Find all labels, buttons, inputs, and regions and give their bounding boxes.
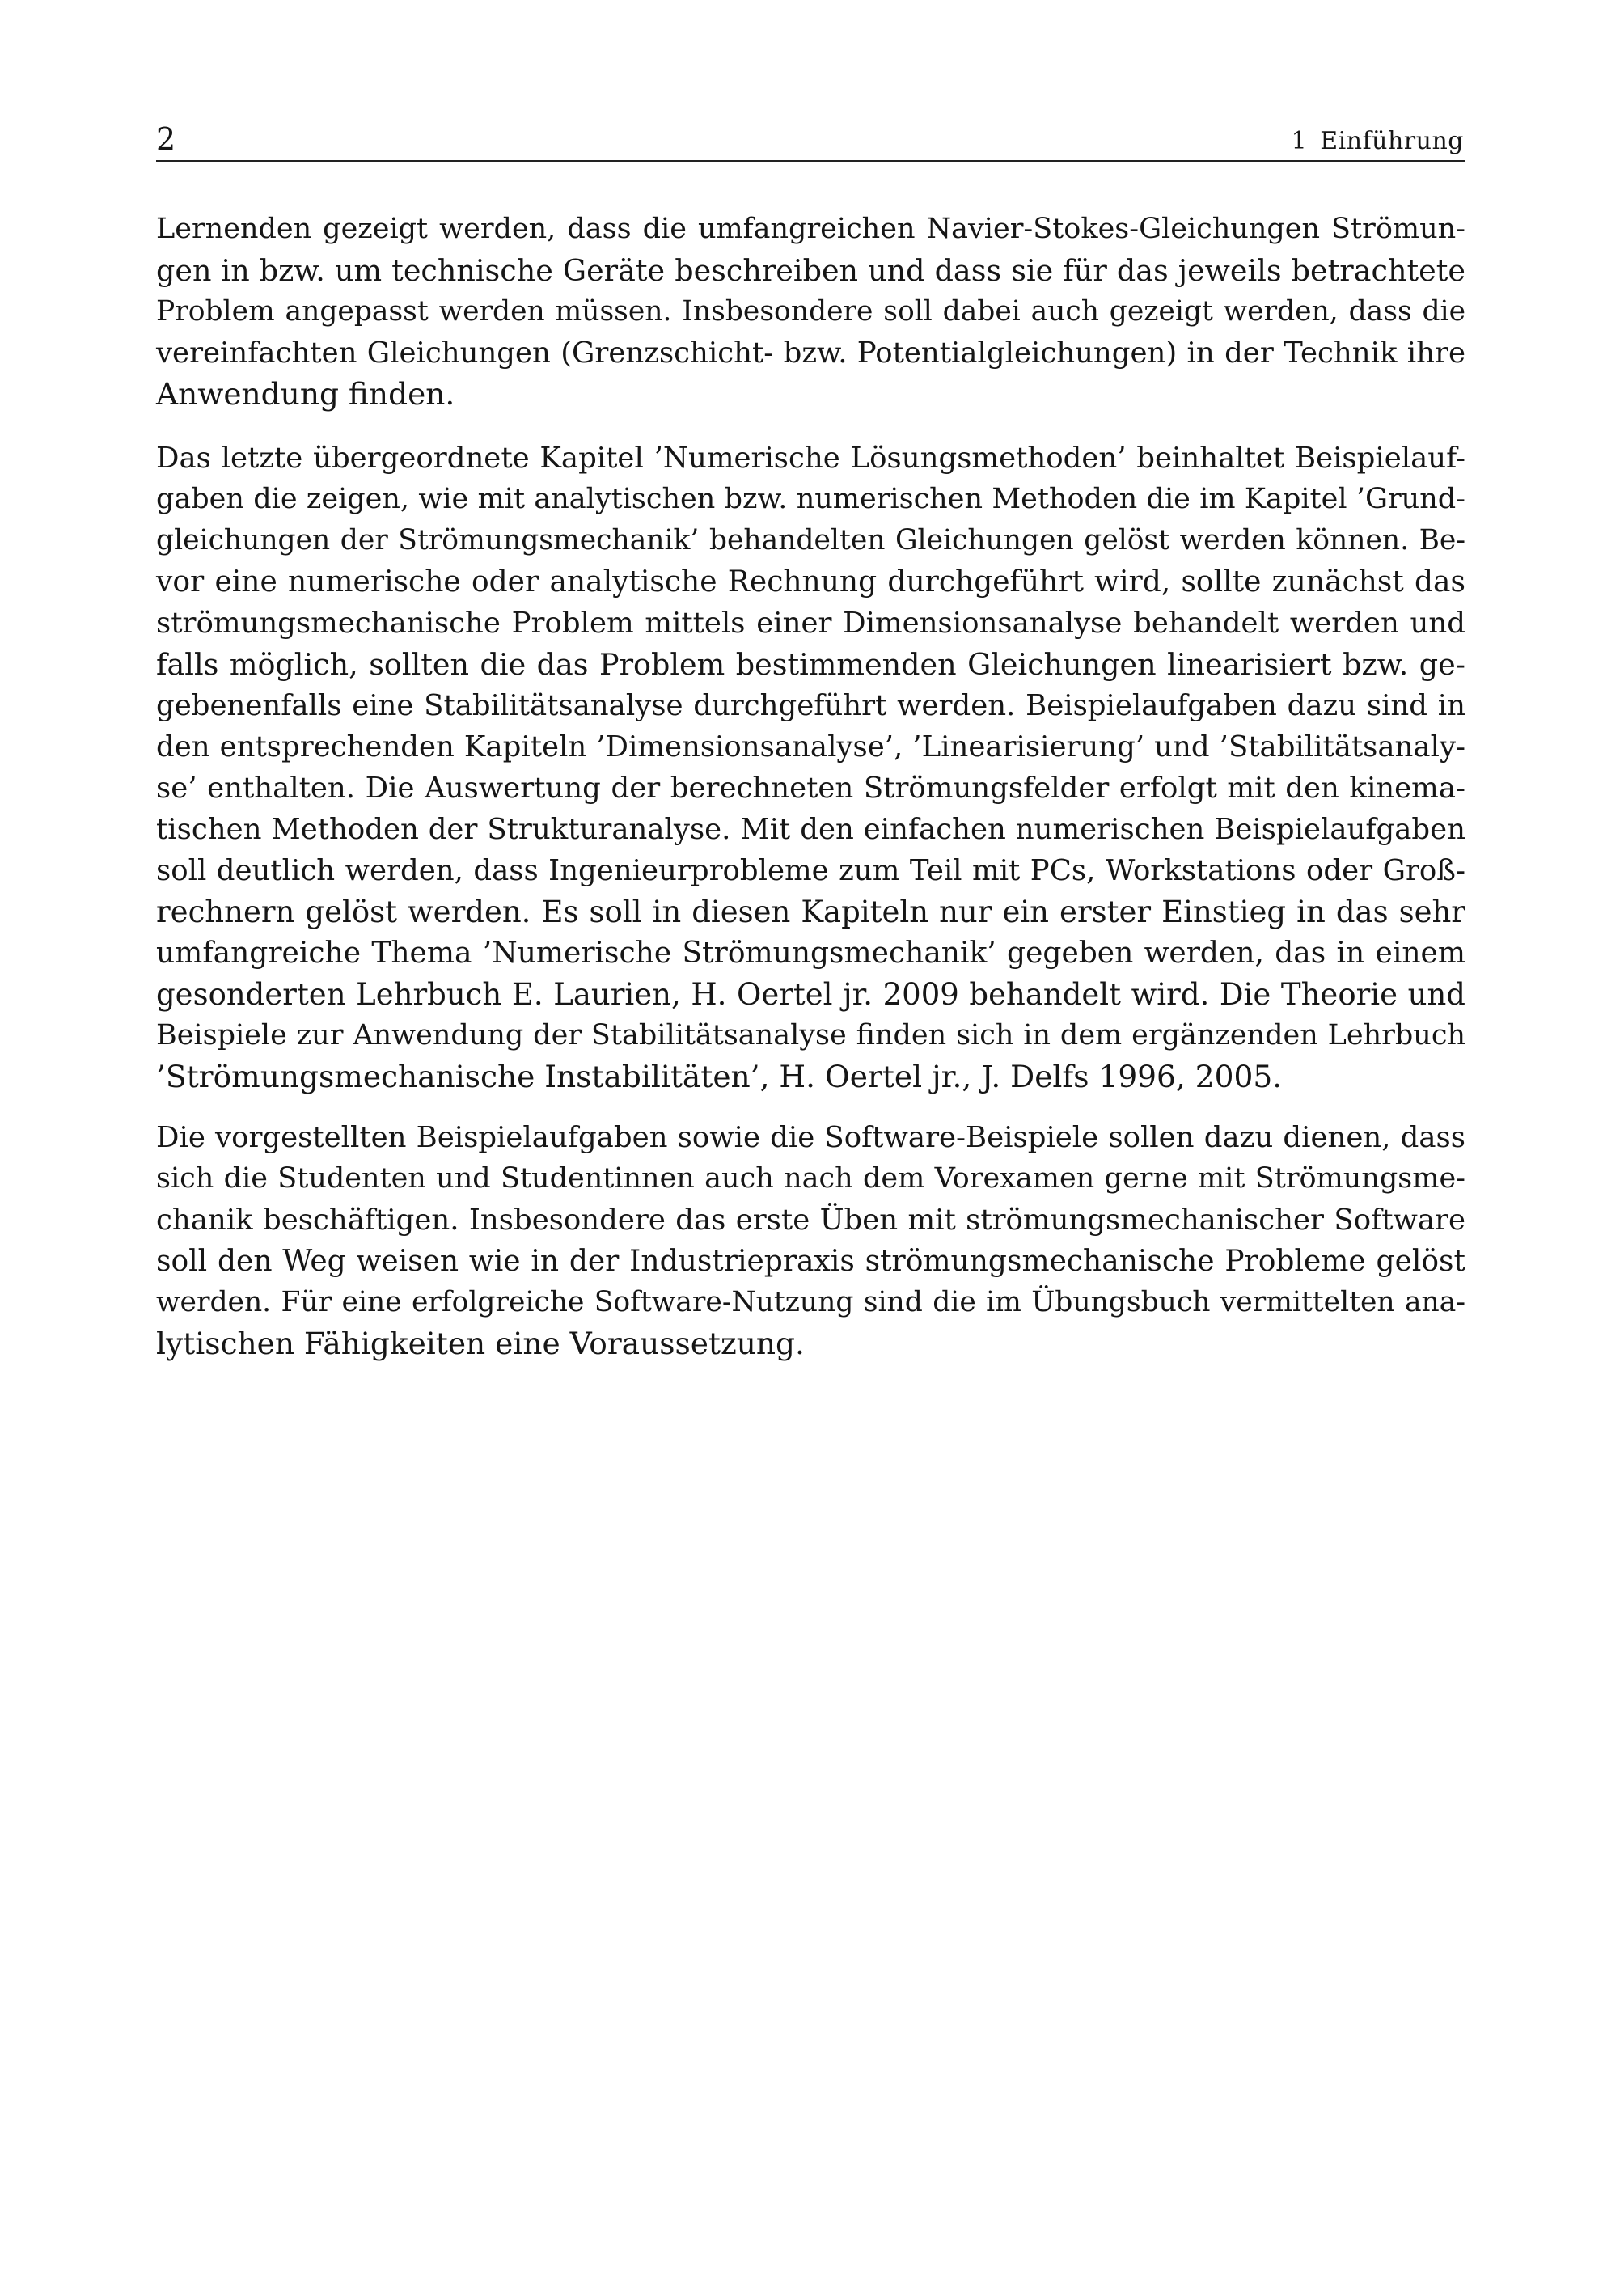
page-number: 2: [156, 121, 176, 157]
paragraph-3: [156, 1117, 1465, 1364]
text-line: vereinfachten Gleichungen (Grenzschicht- bzw. Potentialgleichungen) in der Technik ihre: [156, 336, 1465, 370]
text-line: Problem angepasst werden müssen. Insbesondere soll dabei auch gezeigt werden, dass die: [156, 295, 1465, 328]
text-line: Die vorgestellten Beispielaufgaben sowie die Software-Beispiele sollen dazu dienen, dass: [156, 1121, 1465, 1154]
text-line: ’Strömungsmechanische Instabilitäten’, H. Oertel jr., J. Delfs 1996, 2005.: [156, 1059, 1283, 1094]
chapter-number: 1: [1291, 127, 1308, 155]
text-line: gaben die zeigen, wie mit analytischen bzw. numerischen Methoden die im Kapitel ’Grund-: [156, 483, 1465, 515]
text-line: chanik beschäftigen. Insbesondere das erste Üben mit strömungsmechanischer Software: [156, 1204, 1465, 1237]
text-line: vor eine numerische oder analytische Rechnung durchgeführt wird, sollte zunächst das: [156, 565, 1465, 599]
text-line: lytischen Fähigkeiten eine Voraussetzung.: [156, 1326, 805, 1361]
paragraph-2: [156, 438, 1465, 1098]
text-line: sich die Studenten und Studentinnen auch nach dem Vorexamen gerne mit Strömungsme-: [156, 1162, 1465, 1195]
text-line: umfangreiche Thema ’Numerische Strömungsmechanik’ gegeben werden, das in einem: [156, 937, 1465, 970]
text-line: gesonderten Lehrbuch E. Laurien, H. Oertel jr. 2009 behandelt wird. Die Theorie und: [156, 977, 1465, 1012]
text-line: soll den Weg weisen wie in der Industriepraxis strömungsmechanische Probleme gelöst: [156, 1245, 1465, 1278]
running-header: [156, 120, 1465, 162]
text-line: strömungsmechanische Problem mittels einer Dimensionsanalyse behandelt werden und: [156, 607, 1465, 640]
text-line: se’ enthalten. Die Auswertung der berechneten Strömungsfelder erfolgt mit den kinema-: [156, 772, 1465, 805]
text-line: tischen Methoden der Strukturanalyse. Mit den einfachen numerischen Beispielaufgaben: [156, 813, 1465, 846]
text-line: gleichungen der Strömungsmechanik’ behandelten Gleichungen gelöst werden können. Be-: [156, 524, 1465, 556]
chapter-title: Einführung: [1320, 127, 1464, 155]
text-line: soll deutlich werden, dass Ingenieurprobleme zum Teil mit PCs, Workstations oder Groß-: [156, 854, 1465, 887]
text-line: den entsprechenden Kapiteln ’Dimensionsanalyse’, ’Linearisierung’ und ’Stabilitätsanaly-: [156, 730, 1465, 764]
text-line: Beispiele zur Anwendung der Stabilitätsanalyse finden sich in dem ergänzenden Lehrbuch: [156, 1019, 1465, 1051]
body-text: [156, 209, 1465, 1379]
text-line: gebenenfalls eine Stabilitätsanalyse durchgeführt werden. Beispielaufgaben dazu sind in: [156, 689, 1465, 722]
text-line: Anwendung finden.: [156, 376, 455, 412]
text-line: gen in bzw. um technische Geräte beschreiben und dass sie für das jeweils betrachtete: [156, 253, 1465, 288]
text-line: werden. Für eine erfolgreiche Software-Nutzung sind die im Übungsbuch vermittelten ana-: [156, 1286, 1465, 1318]
text-line: Lernenden gezeigt werden, dass die umfangreichen Navier-Stokes-Gleichungen Strömun-: [156, 213, 1465, 245]
running-head: [1292, 126, 1464, 157]
text-line: rechnern gelöst werden. Es soll in diesen Kapiteln nur ein erster Einstieg in das sehr: [156, 895, 1465, 929]
text-line: Das letzte übergeordnete Kapitel ’Numerische Lösungsmethoden’ beinhaltet Beispielauf-: [156, 442, 1465, 475]
text-line: falls möglich, sollten die das Problem bestimmenden Gleichungen linearisiert bzw. ge-: [156, 647, 1465, 682]
paragraph-1: [156, 209, 1465, 415]
